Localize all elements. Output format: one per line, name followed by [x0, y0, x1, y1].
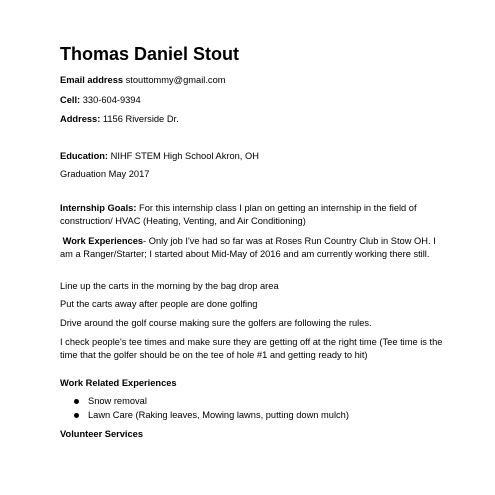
internship-goals	[60, 202, 445, 228]
work-experiences-label: Work Experiences	[62, 236, 144, 246]
internship-goals-label: Internship Goals:	[60, 203, 137, 213]
work-experiences	[60, 235, 445, 261]
education-value: NIHF STEM High School Akron, OH	[110, 151, 259, 161]
address-label: Address:	[60, 114, 101, 124]
list-item	[72, 408, 349, 422]
email-line	[60, 74, 226, 87]
address-value: 1156 Riverside Dr.	[102, 114, 179, 124]
cell-value: 330-604-9394	[82, 95, 141, 105]
duty-item: I check people's tee times and make sure they are getting off at the right time (Tee time is the time that the golfer should be on the tee of hole #1 and getting ready to hit)	[60, 337, 443, 360]
address-line	[60, 113, 179, 126]
duty-item: Line up the carts in the morning by the bag drop area	[60, 281, 279, 291]
cell-label: Cell:	[60, 95, 81, 105]
education-label: Education:	[60, 151, 109, 161]
work-related-heading: Work Related Experiences	[60, 378, 177, 388]
bullet-icon	[74, 399, 79, 404]
work-related-list	[72, 394, 349, 422]
email-label: Email address	[60, 75, 124, 85]
email-value: stouttommy@gmail.com	[125, 75, 226, 85]
education-line	[60, 150, 259, 163]
duty-item: Put the carts away after people are done golfing	[60, 299, 258, 309]
internship-goals-text: For this internship class I plan on getting an internship in the field of construction/ HVAC (Heating, Venting, and Air Conditioning)	[60, 203, 417, 226]
resume-name: Thomas Daniel Stout	[60, 44, 240, 64]
graduation-line: Graduation May 2017	[60, 169, 150, 179]
cell-line	[60, 94, 141, 107]
bullet-icon	[74, 413, 79, 418]
list-item-text: Snow removal	[88, 396, 147, 406]
list-item	[72, 394, 349, 408]
volunteer-heading: Volunteer Services	[60, 429, 144, 439]
list-item-text: Lawn Care (Raking leaves, Mowing lawns, putting down mulch)	[88, 410, 349, 420]
work-experiences-text: - Only job I've had so far was at Roses Run Country Club in Stow OH. I am a Ranger/Starter; I started about Mid-May of 2016 and am currently working there still.	[60, 236, 436, 259]
duty-item: Drive around the golf course making sure the golfers are following the rules.	[60, 318, 372, 328]
